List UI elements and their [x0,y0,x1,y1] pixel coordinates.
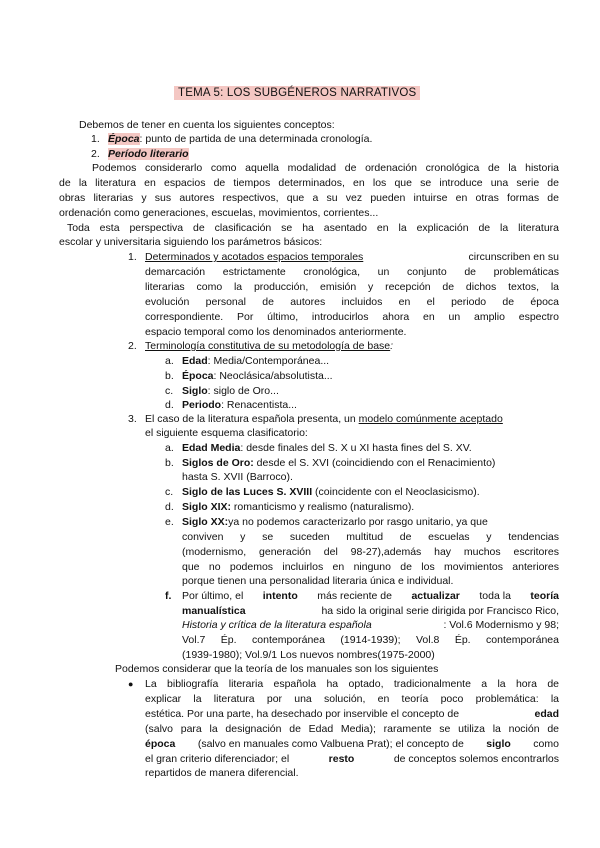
term: Periodo [182,399,222,411]
paragraph-line: escolar y universitaria siguiendo los parámetros básicos: [59,236,323,248]
term: Época [182,370,214,382]
param-1-line: demarcación estrictamente cronológica, un conjunto de problemáticas [145,266,559,278]
paragraph-line: de la literatura en espacios de tiempos determinados, en los que se introduce una serie de [59,177,559,189]
intro-text: Debemos de tener en cuenta los siguientes conceptos: [79,119,335,131]
bullet-line [145,737,559,751]
param-3-item-d [182,500,414,514]
bullet-line: explicar la literatura por una solución, en teoría poco problemática: la [145,693,559,705]
definition: : Renacentista... [221,399,297,411]
paragraph-line: ordenación como generaciones, escuelas, movimientos, corrientes... [59,207,379,219]
bullet-line [145,752,559,766]
param-3-item-b [182,456,495,470]
param-2-colon: : [390,340,394,352]
bullet-line: (salvo para la designación de Edad Media); raramente se utiliza la noción de [145,723,559,735]
text: (salvo en manuales como Valbuena Prat); el concepto de [197,738,464,750]
paragraph-line: obras literarias y sus autores respectivos, que a su vez pueden intuirse en otras formas de [59,192,559,204]
sub-letter: a. [165,442,174,454]
param-1-text: circunscriben en su [468,251,559,263]
paragraph-line: Podemos considerarlo como aquella modalidad de ordenación cronológica de la historia [92,162,559,174]
concept-term: Época [108,133,140,145]
term: Siglo de las Luces S. XVIII [182,486,313,498]
param-3-item-a [182,441,472,455]
bullet-line: repartidos de manera diferencial. [145,767,299,779]
concept-definition: : punto de partida de una determinada cronología. [139,133,373,145]
definition: desde el S. XVI (coincidiendo con el Renacimiento) [253,457,496,469]
param-2-lead: Terminología constitutiva de su metodología de base [145,340,391,352]
term: Siglo XX: [182,516,229,528]
text: de conceptos solemos encontrarlos [393,753,559,765]
bullet-line [145,707,559,721]
text: : Vol.6 Modernismo y 98; [443,619,559,631]
param-1-line: literarias como la producción, emisión y recepción de dichos textos, la [145,281,559,293]
concept-number: 1. [91,133,100,145]
param-3-item-c [182,485,480,499]
concept-term: Período literario [108,148,189,160]
sub-letter: c. [165,486,174,498]
param-3-item-f-line4: Vol.7 Ép. contemporánea (1914-1939); Vol.8 Ép. contemporánea [182,634,559,646]
param-3-pre: El caso de la literatura española presenta, un [145,413,356,425]
sub-letter: d. [165,399,174,411]
term: teoría [530,590,559,602]
term: edad [534,708,559,720]
sub-letter: f. [165,590,172,602]
param-3-item-e-line: que no podemos incluirlos en ninguno de los movimientos anteriores [182,561,559,573]
paragraph-line: Toda esta perspectiva de clasificación se ha asentado en la explicación de la literatura [67,222,559,234]
param-2-heading [145,339,393,353]
concept-item-epoca [108,132,372,146]
term: resto [328,753,355,765]
definition: : Media/Contemporánea... [207,355,330,367]
param-number: 2. [128,340,137,352]
term: actualizar [411,590,460,602]
term: Siglo [182,385,208,397]
param-3-item-b-line: hasta S. XVII (Barroco). [182,471,293,483]
term: siglo [486,738,511,750]
term: Siglos de Oro: [182,457,254,469]
param-number: 1. [128,251,137,263]
definition: romanticismo y realismo (naturalismo). [231,501,415,513]
bullet-line: La bibliografía literaria española ha optado, tradicionalmente a la hora de [145,678,559,690]
param-1-line: correspondiente. Por último, introducirlos ahora en un amplio espectro [145,311,559,323]
sub-letter: c. [165,385,174,397]
param-2-item [182,384,279,398]
param-3-line: el siguiente esquema clasificatorio: [145,427,308,439]
text: Por último, el [182,590,244,602]
param-3-item-f-line1 [182,589,559,603]
book-title: Historia y crítica de la literatura española [182,619,372,631]
param-3-item-f-line2 [182,604,559,618]
param-3-item-e-line: porque tienen una personalidad literaria única e individual. [182,575,454,587]
definition: : desde finales del S. X u XI hasta fines del S. XV. [240,442,472,454]
paragraph-line: Podemos considerar que la teoría de los manuales son los siguientes [115,663,439,675]
param-3-heading [145,412,503,426]
term: época [145,738,176,750]
sub-letter: b. [165,370,174,382]
sub-letter: a. [165,355,174,367]
definition: ya no podemos caracterizarlo por rasgo unitario, ya que [228,516,488,528]
sub-letter: b. [165,457,174,469]
param-1-line: espacio temporal como los denominados anteriormente. [145,326,407,338]
text: ha sido la original serie dirigida por Francisco Rico, [321,605,559,617]
term: Siglo XIX: [182,501,232,513]
sub-letter: e. [165,516,174,528]
page-title: TEMA 5: LOS SUBGÉNEROS NARRATIVOS [174,86,420,100]
param-3-item-e [182,515,559,529]
sub-letter: d. [165,501,174,513]
param-number: 3. [128,413,137,425]
term: Edad [182,355,208,367]
param-3-item-e-line: conviven y se suceden multitud de escuelas y tendencias [182,531,559,543]
term: manualística [182,605,246,617]
concept-number: 2. [91,148,100,160]
param-3-lead: modelo comúnmente aceptado [358,413,503,425]
text: el gran criterio diferenciador; el [145,753,290,765]
text: más reciente de [317,590,392,602]
param-3-item-f-line3 [182,618,559,632]
param-2-item [182,369,333,383]
param-2-item [182,354,329,368]
param-2-item [182,398,297,412]
param-3-item-f-line5: (1939-1980); Vol.9/1 Los nuevos nombres(1975-2000) [182,649,435,661]
definition: (coincidente con el Neoclasicismo). [312,486,480,498]
term: intento [262,590,298,602]
text: estética. Por una parte, ha desechado por inservible el concepto de [145,708,460,720]
definition: : siglo de Oro... [207,385,279,397]
param-1-lead: Determinados y acotados espacios temporales [145,251,364,263]
param-3-item-e-line: (modernismo, generación del 98-27),además hay muchos escritores [182,546,559,558]
term: Edad Media [182,442,241,454]
bullet-icon: ● [128,679,134,689]
text: como [533,738,559,750]
param-1-line: evolución personal de autores incluidos en el periodo de época [145,296,559,308]
param-1-first-line [145,250,559,264]
text: toda la [479,590,511,602]
definition: : Neoclásica/absolutista... [213,370,333,382]
concept-item-periodo [108,147,189,161]
